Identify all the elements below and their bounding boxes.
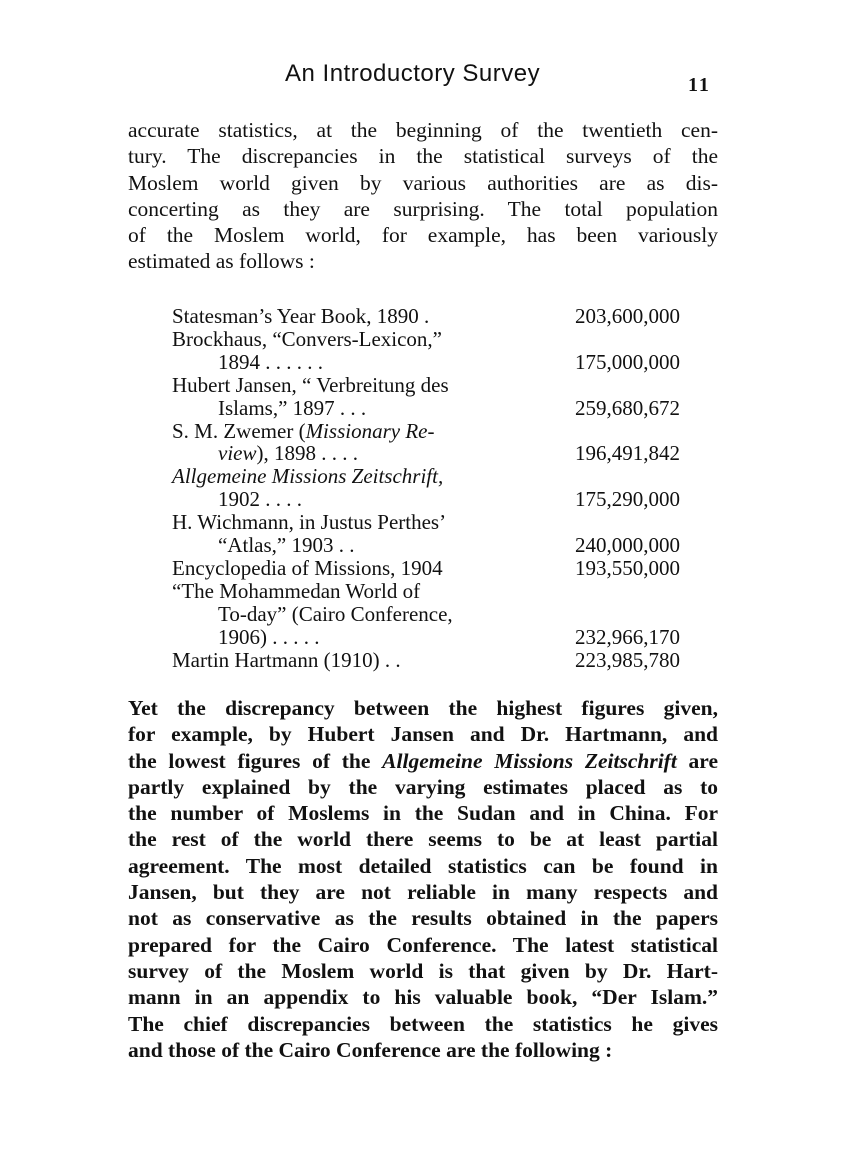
estimate-value: 203,600,000 bbox=[575, 304, 680, 328]
text-line: of the Moslem world, for example, has been variously bbox=[128, 223, 718, 248]
estimate-value: 193,550,000 bbox=[575, 555, 680, 580]
estimate-value: 240,000,000 bbox=[575, 533, 680, 558]
estimate-row bbox=[172, 305, 692, 328]
estimate-source-continued: “Atlas,” 1903 . . bbox=[218, 533, 355, 558]
text-line: accurate statistics, at the beginning of the twentieth cen- bbox=[128, 118, 718, 142]
estimate-row bbox=[172, 465, 692, 511]
italic-title: view bbox=[218, 441, 257, 466]
text-line: estimated as follows : bbox=[128, 249, 315, 274]
estimate-source: Allgemeine Missions Zeitschrift, bbox=[172, 464, 444, 489]
text-line: not as conservative as the results obtained in the papers bbox=[128, 906, 718, 931]
estimate-row bbox=[172, 420, 692, 466]
estimate-source-continued: 1902 . . . . bbox=[218, 487, 302, 512]
estimate-source: Martin Hartmann (1910) . . bbox=[172, 647, 401, 672]
estimate-source: S. M. Zwemer (Missionary Re- bbox=[172, 418, 435, 443]
intro-paragraph bbox=[128, 117, 718, 275]
estimate-value: 259,680,672 bbox=[575, 395, 680, 420]
running-title: An Introductory Survey bbox=[285, 60, 541, 87]
text-line: the rest of the world there seems to be at least partial bbox=[128, 827, 718, 852]
estimate-source: “The Mohammedan World of bbox=[172, 578, 421, 603]
italic-title: Missionary Re- bbox=[305, 418, 435, 443]
text-line: The chief discrepancies between the statistics he gives bbox=[128, 1011, 718, 1036]
estimate-source-continued: 1894 . . . . . . bbox=[218, 349, 323, 374]
text-line: the number of Moslems in the Sudan and in China. For bbox=[128, 801, 718, 826]
text-line: Yet the discrepancy between the highest figures given, bbox=[128, 696, 718, 720]
population-estimates-table bbox=[172, 305, 692, 672]
text-line: agreement. The most detailed statistics can be found in bbox=[128, 853, 718, 878]
text-line: Jansen, but they are not reliable in many respects and bbox=[128, 880, 718, 905]
estimate-source-continued: 1906) . . . . . bbox=[218, 624, 320, 649]
estimate-source: Hubert Jansen, “ Verbreitung des bbox=[172, 372, 449, 397]
estimate-row bbox=[172, 580, 692, 649]
estimate-source: Statesman’s Year Book, 1890 . bbox=[172, 304, 430, 328]
estimate-source: Encyclopedia of Missions, 1904 bbox=[172, 555, 443, 580]
estimate-source-continued: To-day” (Cairo Conference, bbox=[218, 601, 453, 626]
estimate-value: 175,000,000 bbox=[575, 349, 680, 374]
estimate-row bbox=[172, 649, 692, 672]
estimate-value: 223,985,780 bbox=[575, 647, 680, 672]
page-number: 11 bbox=[688, 74, 711, 96]
estimate-source-continued: Islams,” 1897 . . . bbox=[218, 395, 367, 420]
estimate-row bbox=[172, 374, 692, 420]
italic-title: Allgemeine Missions Zeitschrift bbox=[172, 464, 438, 489]
italic-title: Allgemeine Missions Zeitschrift bbox=[382, 748, 677, 773]
estimate-row bbox=[172, 557, 692, 580]
estimate-value: 232,966,170 bbox=[575, 624, 680, 649]
estimate-source: Brockhaus, “Convers-Lexicon,” bbox=[172, 326, 442, 351]
text-line: mann in an appendix to his valuable book, “Der Islam.” bbox=[128, 985, 718, 1010]
text-line: survey of the Moslem world is that given by Dr. Hart- bbox=[128, 958, 718, 983]
text-line: Moslem world given by various authorities are as dis- bbox=[128, 170, 718, 195]
estimate-value: 196,491,842 bbox=[575, 441, 680, 466]
estimate-row bbox=[172, 511, 692, 557]
estimate-value: 175,290,000 bbox=[575, 487, 680, 512]
text-line: tury. The discrepancies in the statistical surveys of the bbox=[128, 144, 718, 169]
estimate-source: H. Wichmann, in Justus Perthes’ bbox=[172, 510, 447, 535]
text-line: the lowest figures of the Allgemeine Missions Zeitschrift are bbox=[128, 748, 719, 773]
running-header bbox=[0, 60, 850, 100]
text-line: prepared for the Cairo Conference. The latest statistical bbox=[128, 932, 718, 957]
estimate-source-continued: view), 1898 . . . . bbox=[218, 441, 358, 466]
text-line: and those of the Cairo Conference are the following : bbox=[128, 1037, 613, 1062]
discussion-paragraph bbox=[128, 695, 718, 1063]
estimate-row bbox=[172, 328, 692, 374]
text-line: partly explained by the varying estimates placed as to bbox=[128, 774, 718, 799]
text-line: concerting as they are surprising. The total population bbox=[128, 196, 718, 221]
text-line: for example, by Hubert Jansen and Dr. Hartmann, and bbox=[128, 722, 718, 747]
